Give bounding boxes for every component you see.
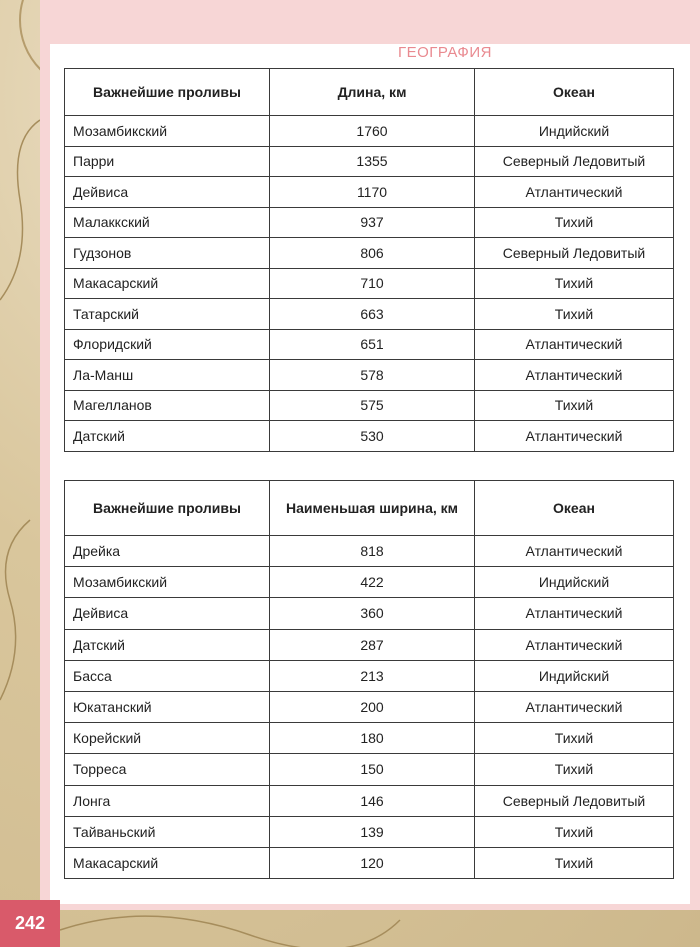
strait-name-cell: Басса [65, 660, 270, 691]
column-header: Океан [475, 69, 674, 116]
ocean-cell: Индийский [475, 660, 674, 691]
table-header-row [65, 481, 674, 536]
strait-name-cell: Мозамбикский [65, 567, 270, 598]
table-row [65, 146, 674, 177]
strait-name-cell: Дрейка [65, 536, 270, 567]
strait-name-cell: Флоридский [65, 329, 270, 360]
ocean-cell: Тихий [475, 207, 674, 238]
table-row [65, 816, 674, 847]
ocean-cell: Тихий [475, 754, 674, 785]
ocean-cell: Атлантический [475, 691, 674, 722]
strait-value-cell: 530 [270, 421, 475, 452]
table-row [65, 785, 674, 816]
ocean-cell: Тихий [475, 299, 674, 330]
ocean-cell: Атлантический [475, 629, 674, 660]
strait-name-cell: Торреса [65, 754, 270, 785]
strait-value-cell: 150 [270, 754, 475, 785]
strait-name-cell: Парри [65, 146, 270, 177]
strait-value-cell: 1760 [270, 116, 475, 147]
table-row [65, 268, 674, 299]
column-header: Важнейшие проливы [65, 481, 270, 536]
section-title: ГЕОГРАФИЯ [398, 44, 492, 61]
table-header-row [65, 69, 674, 116]
ocean-cell: Тихий [475, 390, 674, 421]
ocean-cell: Тихий [475, 268, 674, 299]
strait-name-cell: Дейвиса [65, 177, 270, 208]
strait-value-cell: 710 [270, 268, 475, 299]
strait-value-cell: 1170 [270, 177, 475, 208]
strait-name-cell: Тайваньский [65, 816, 270, 847]
strait-name-cell: Корейский [65, 723, 270, 754]
table-row [65, 207, 674, 238]
table-row [65, 536, 674, 567]
ocean-cell: Атлантический [475, 536, 674, 567]
ocean-cell: Атлантический [475, 329, 674, 360]
strait-value-cell: 578 [270, 360, 475, 391]
strait-value-cell: 213 [270, 660, 475, 691]
ocean-cell: Атлантический [475, 598, 674, 629]
strait-value-cell: 651 [270, 329, 475, 360]
table-row [65, 329, 674, 360]
ocean-cell: Северный Ледовитый [475, 785, 674, 816]
ocean-cell: Атлантический [475, 421, 674, 452]
table-row [65, 299, 674, 330]
ocean-cell: Индийский [475, 567, 674, 598]
strait-value-cell: 806 [270, 238, 475, 269]
ocean-cell: Северный Ледовитый [475, 238, 674, 269]
strait-name-cell: Лонга [65, 785, 270, 816]
strait-value-cell: 200 [270, 691, 475, 722]
column-header: Наименьшая ширина, км [270, 481, 475, 536]
table-row [65, 421, 674, 452]
straits-width-table [64, 480, 674, 879]
column-header: Важнейшие проливы [65, 69, 270, 116]
table-row [65, 238, 674, 269]
strait-value-cell: 575 [270, 390, 475, 421]
strait-value-cell: 422 [270, 567, 475, 598]
strait-name-cell: Дейвиса [65, 598, 270, 629]
table-row [65, 598, 674, 629]
table-row [65, 360, 674, 391]
strait-value-cell: 1355 [270, 146, 475, 177]
strait-value-cell: 663 [270, 299, 475, 330]
strait-name-cell: Гудзонов [65, 238, 270, 269]
table-row [65, 177, 674, 208]
strait-value-cell: 180 [270, 723, 475, 754]
ocean-cell: Северный Ледовитый [475, 146, 674, 177]
ocean-cell: Тихий [475, 847, 674, 878]
strait-value-cell: 818 [270, 536, 475, 567]
strait-name-cell: Датский [65, 421, 270, 452]
column-header: Длина, км [270, 69, 475, 116]
strait-name-cell: Малаккский [65, 207, 270, 238]
table-row [65, 847, 674, 878]
strait-value-cell: 146 [270, 785, 475, 816]
strait-name-cell: Ла-Манш [65, 360, 270, 391]
strait-name-cell: Датский [65, 629, 270, 660]
strait-value-cell: 120 [270, 847, 475, 878]
page-number: 242 [0, 900, 60, 947]
table-row [65, 629, 674, 660]
table-row [65, 723, 674, 754]
strait-name-cell: Юкатанский [65, 691, 270, 722]
strait-name-cell: Татарский [65, 299, 270, 330]
ocean-cell: Индийский [475, 116, 674, 147]
ocean-cell: Тихий [475, 723, 674, 754]
strait-value-cell: 937 [270, 207, 475, 238]
strait-name-cell: Макасарский [65, 268, 270, 299]
table-row [65, 691, 674, 722]
straits-length-table [64, 68, 674, 452]
strait-value-cell: 360 [270, 598, 475, 629]
strait-value-cell: 139 [270, 816, 475, 847]
strait-name-cell: Мозамбикский [65, 116, 270, 147]
ocean-cell: Тихий [475, 816, 674, 847]
strait-name-cell: Макасарский [65, 847, 270, 878]
table-row [65, 390, 674, 421]
table-row [65, 116, 674, 147]
ocean-cell: Атлантический [475, 360, 674, 391]
table-row [65, 754, 674, 785]
table-row [65, 567, 674, 598]
column-header: Океан [475, 481, 674, 536]
table-row [65, 660, 674, 691]
ocean-cell: Атлантический [475, 177, 674, 208]
strait-value-cell: 287 [270, 629, 475, 660]
strait-name-cell: Магелланов [65, 390, 270, 421]
